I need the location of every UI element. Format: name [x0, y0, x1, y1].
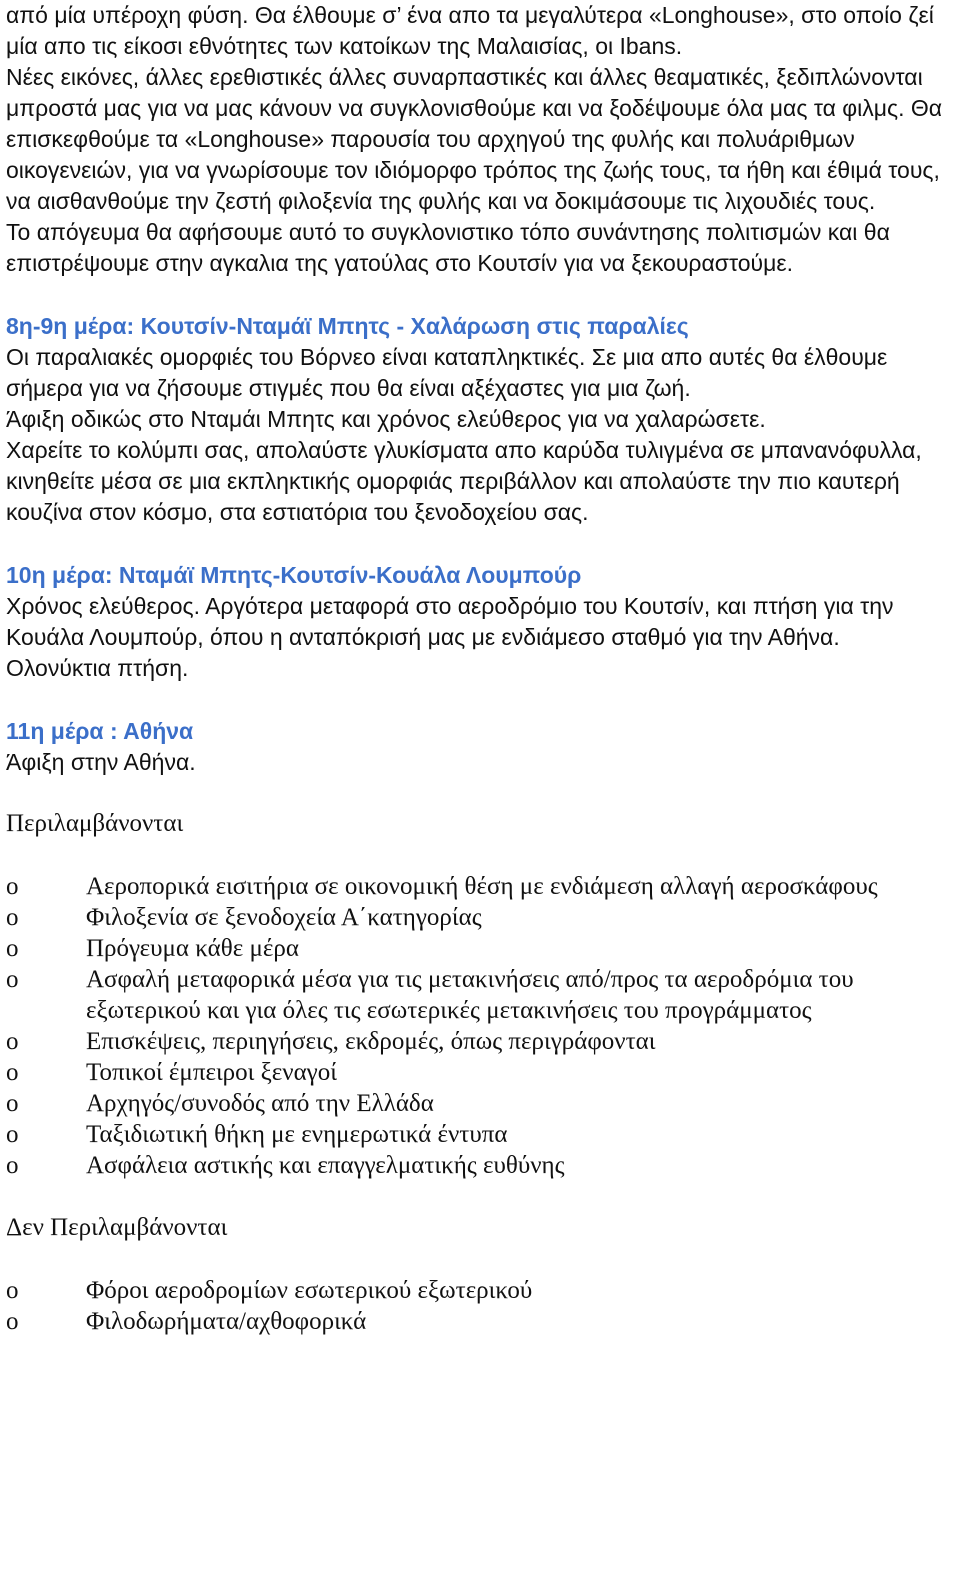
day-heading: 10η μέρα: Νταμάϊ Μπητς-Κουτσίν-Κουάλα Λουμπούρ — [6, 562, 582, 588]
list-item: o Αεροπορικά εισιτήρια σε οικονομική θέση με ενδιάμεση αλλαγή αεροσκάφους — [6, 873, 878, 900]
paragraph: Άφιξη στην Αθήνα. — [6, 749, 196, 775]
not-included-title: Δεν Περιλαμβάνονται — [6, 1214, 228, 1241]
list-item: o Πρόγευμα κάθε μέρα — [6, 935, 299, 962]
paragraph: από μία υπέροχη φύση. Θα έλθουμε σ’ ένα απο τα μεγαλύτερα «Longhouse», στο οποίο ζεί μία απο τις είκοσι εθνότητες των κατοίκων της Μαλαισίας, οι Ibans. — [6, 2, 934, 59]
day-8-9-section — [6, 311, 951, 528]
bullet-icon: o — [6, 1059, 19, 1086]
included-section — [6, 808, 951, 1181]
list-item: o Ασφάλεια αστικής και επαγγελματικής ευθύνης — [6, 1152, 565, 1179]
list-item: o Φιλοξενία σε ξενοδοχεία Α΄κατηγορίας — [6, 904, 482, 931]
intro-text — [6, 0, 951, 279]
day-heading: 8η-9η μέρα: Κουτσίν-Νταμάϊ Μπητς - Χαλάρωση στις παραλίες — [6, 313, 689, 339]
paragraph: Χαρείτε το κολύμπι σας, απολαύστε γλυκίσματα απο καρύδα τυλιγμένα σε μπανανόφυλλα, κινηθείτε μέσα σε μια εκπληκτικής ομορφιάς περιβάλλον και απολαύστε την πιο καυτερή κουζίνα στον κόσμο, στα εστιατόρια του ξενοδοχείου σας. — [6, 437, 922, 525]
bullet-icon: o — [6, 1308, 19, 1335]
included-title: Περιλαμβάνονται — [6, 810, 184, 837]
bullet-icon: o — [6, 873, 19, 900]
day-heading: 11η μέρα : Αθήνα — [6, 718, 194, 744]
list-item: o Επισκέψεις, περιηγήσεις, εκδρομές, όπως περιγράφονται — [6, 1028, 656, 1055]
paragraph: Νέες εικόνες, άλλες ερεθιστικές άλλες συναρπαστικές και άλλες θεαματικές, ξεδιπλώνονται μπροστά μας για να μας κάνουν να συγκλονισθούμε και να ξοδέψουμε όλα μας τα φιλμς. Θα επισκεφθούμε τα «Longhouse» παρουσία του αρχηγού της φυλής και πολυάριθμων οικογενειών, για να γνωρίσουμε τον ιδιόμορφο τρόπος της ζωής τους, τα ήθη και έθιμά τους, να αισθανθούμε την ζεστή φιλοξενία της φυλής και να δοκιμάσουμε τις λιχουδιές τους. — [6, 64, 943, 214]
bullet-icon: o — [6, 966, 19, 993]
paragraph: Οι παραλιακές ομορφιές του Βόρνεο είναι καταπληκτικές. Σε μια απο αυτές θα έλθουμε σήμερα για να ζήσουμε στιγμές που θα είναι αξέχαστες για μια ζωή. — [6, 344, 888, 401]
bullet-icon: o — [6, 1028, 19, 1055]
paragraph: Χρόνος ελεύθερος. Αργότερα μεταφορά στο αεροδρόμιο του Κουτσίν, και πτήση για την Κουάλα Λουμπούρ, όπου η ανταπόκρισή μας με ενδιάμεσο σταθμό για την Αθήνα. — [6, 593, 894, 650]
bullet-icon: o — [6, 1121, 19, 1148]
list-item: o Τοπικοί έμπειροι ξεναγοί — [6, 1059, 337, 1086]
document-page — [6, 0, 951, 1337]
list-item: o Ασφαλή μεταφορικά μέσα για τις μετακινήσεις από/προς τα αεροδρόμια του εξωτερικού και για όλες τις εσωτερικές μετακινήσεις του προγράμματος — [6, 966, 854, 1024]
list-item: o Φόροι αεροδρομίων εσωτερικού εξωτερικού — [6, 1277, 533, 1304]
bullet-icon: o — [6, 1090, 19, 1117]
day-11-section — [6, 716, 951, 778]
list-item: o Αρχηγός/συνοδός από την Ελλάδα — [6, 1090, 434, 1117]
bullet-icon: o — [6, 935, 19, 962]
included-list — [6, 871, 951, 1181]
bullet-icon: o — [6, 1277, 19, 1304]
bullet-icon: o — [6, 1152, 19, 1179]
not-included-section — [6, 1212, 951, 1337]
not-included-list — [6, 1275, 951, 1337]
list-item: o Φιλοδωρήματα/αχθοφορικά — [6, 1308, 367, 1335]
paragraph: Άφιξη οδικώς στο Νταμάι Μπητς και χρόνος ελεύθερος για να χαλαρώσετε. — [6, 406, 766, 432]
bullet-icon: o — [6, 904, 19, 931]
paragraph: Το απόγευμα θα αφήσουμε αυτό το συγκλονιστικο τόπο συνάντησης πολιτισμών και θα επιστρέψουμε στην αγκαλια της γατούλας στο Κουτσίν για να ξεκουραστούμε. — [6, 219, 890, 276]
paragraph: Ολονύκτια πτήση. — [6, 655, 189, 681]
list-item: o Ταξιδιωτική θήκη με ενημερωτικά έντυπα — [6, 1121, 508, 1148]
day-10-section — [6, 560, 951, 684]
